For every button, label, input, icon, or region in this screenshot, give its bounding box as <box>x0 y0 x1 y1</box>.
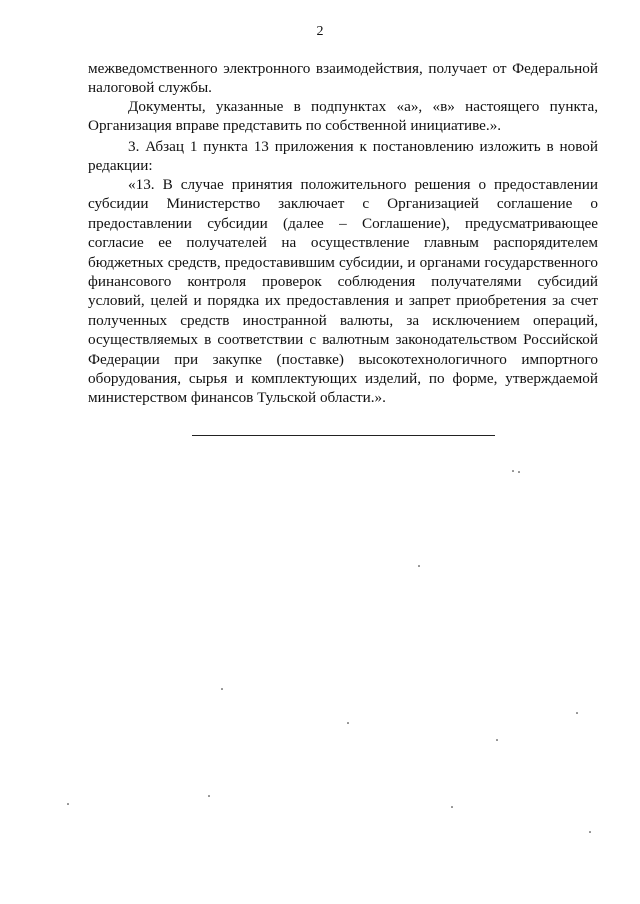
end-divider-line <box>192 435 495 436</box>
text-line: оборудования, сырья и комплектующих изделий, по форме, утверждаемой <box>88 370 598 388</box>
scan-speck <box>67 803 69 805</box>
text-line: Федерации при закупке (поставке) высокотехнологичного импортного <box>88 350 598 368</box>
text-line: налоговой службы. <box>88 79 212 97</box>
text-line: финансового контроля проверок соблюдения получателями субсидий <box>88 273 598 291</box>
scan-speck <box>589 831 591 833</box>
text-line: условий, целей и порядка их предоставления и запрет приобретения за счет <box>88 292 598 310</box>
text-line: 3. Абзац 1 пункта 13 приложения к постановлению изложить в новой <box>128 138 598 155</box>
paragraph-item-13 <box>88 175 598 408</box>
scan-speck <box>418 565 420 567</box>
scan-speck <box>451 806 453 808</box>
text-line: межведомственного электронного взаимодействия, получает от Федеральной <box>88 60 598 77</box>
text-line: согласие ее получателей на осуществление главным распорядителем <box>88 234 598 252</box>
text-line: редакции: <box>88 157 153 175</box>
scan-speck <box>496 739 498 741</box>
text-line: субсидии Министерство заключает с Организацией соглашение о <box>88 195 598 213</box>
text-line: министерством финансов Тульской области.». <box>88 389 386 407</box>
text-line: бюджетных средств, предоставившим субсидии, и органами государственного <box>88 253 598 271</box>
scan-speck <box>512 470 514 472</box>
paragraph-item-3 <box>88 137 598 176</box>
text-line: Организация вправе представить по собственной инициативе.». <box>88 117 502 135</box>
paragraph-continuation <box>88 59 598 98</box>
scan-speck <box>518 471 520 473</box>
paragraph-documents <box>88 97 598 136</box>
text-line: осуществляемых в соответствии с валютным законодательством Российской <box>88 331 598 349</box>
scan-speck <box>208 795 210 797</box>
text-line: предоставлении субсидии (далее – Соглашение), предусматривающее <box>88 214 598 232</box>
page-number: 2 <box>316 24 324 39</box>
text-line: полученных средств иностранной валюты, за исключением операций, <box>88 311 598 329</box>
scan-speck <box>576 712 578 714</box>
text-line: Документы, указанные в подпунктах «а», «в» настоящего пункта, <box>128 98 598 115</box>
scan-speck <box>221 688 223 690</box>
text-line: «13. В случае принятия положительного решения о предоставлении <box>128 176 598 193</box>
scan-speck <box>347 722 349 724</box>
